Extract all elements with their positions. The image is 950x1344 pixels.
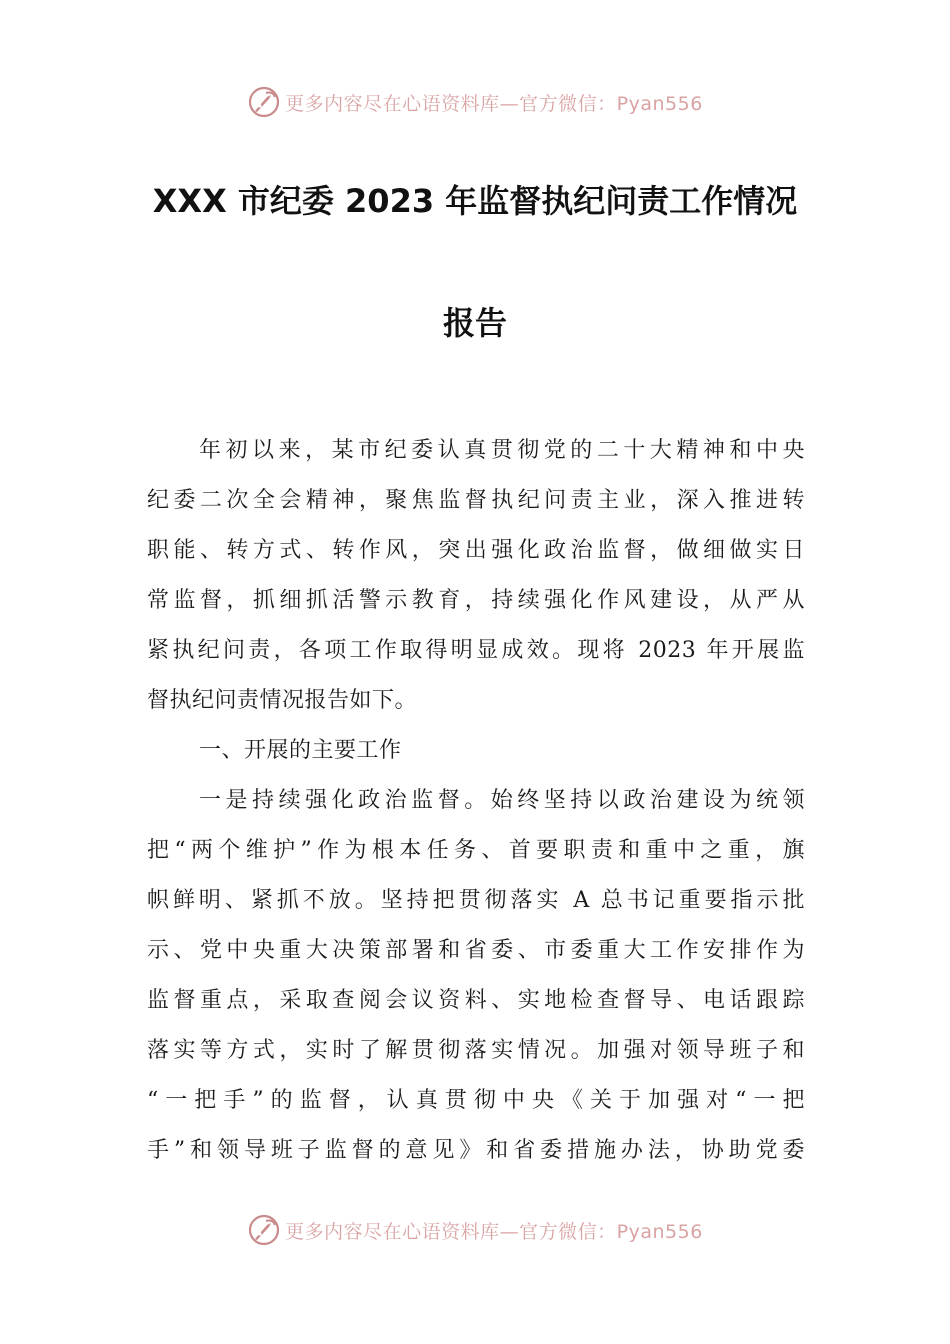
body-line: 示、党中央重大决策部署和省委、市委重大工作安排作为 (147, 938, 805, 963)
body-line: “一把手”的监督，认真贯彻中央《关于加强对“一把 (147, 1088, 805, 1113)
watermark-banner-bottom (0, 1210, 950, 1250)
body-line: 紧执纪问责，各项工作取得明显成效。现将 2023 年开展监 (147, 638, 805, 663)
body-line: 常监督，抓细抓活警示教育，持续强化作风建设，从严从 (147, 588, 805, 613)
body-line: 纪委二次全会精神，聚焦监督执纪问责主业，深入推进转 (147, 488, 805, 513)
body-line: 帜鲜明、紧抓不放。坚持把贯彻落实 A 总书记重要指示批 (147, 888, 805, 913)
body-line: 监督重点，采取查阅会议资料、实地检查督导、电话跟踪 (147, 988, 805, 1013)
document-title-line-2: 报告 (442, 304, 507, 342)
body-line: 手”和领导班子监督的意见》和省委措施办法，协助党委 (147, 1138, 805, 1163)
section-heading: 一、开展的主要工作 (199, 738, 402, 763)
document-title-line-1: XXX 市纪委 2023 年监督执纪问责工作情况 (152, 182, 798, 220)
watermark-text: 更多内容尽在心语资料库—官方微信：Pyan556 (285, 92, 703, 115)
pen-nib-circle-icon (247, 85, 281, 119)
pen-nib-circle-icon (247, 1213, 281, 1247)
body-line: 落实等方式，实时了解贯彻落实情况。加强对领导班子和 (147, 1038, 805, 1063)
watermark-banner-top (0, 82, 950, 122)
watermark-text: 更多内容尽在心语资料库—官方微信：Pyan556 (285, 1220, 703, 1243)
body-line: 职能、转方式、转作风，突出强化政治监督，做细做实日 (147, 538, 805, 563)
body-line: 年初以来，某市纪委认真贯彻党的二十大精神和中央 (199, 438, 805, 463)
body-line: 督执纪问责情况报告如下。 (147, 688, 418, 713)
body-line: 把“两个维护”作为根本任务、首要职责和重中之重，旗 (147, 838, 805, 863)
document-body (147, 426, 805, 1176)
body-line: 一是持续强化政治监督。始终坚持以政治建设为统领 (199, 788, 805, 813)
